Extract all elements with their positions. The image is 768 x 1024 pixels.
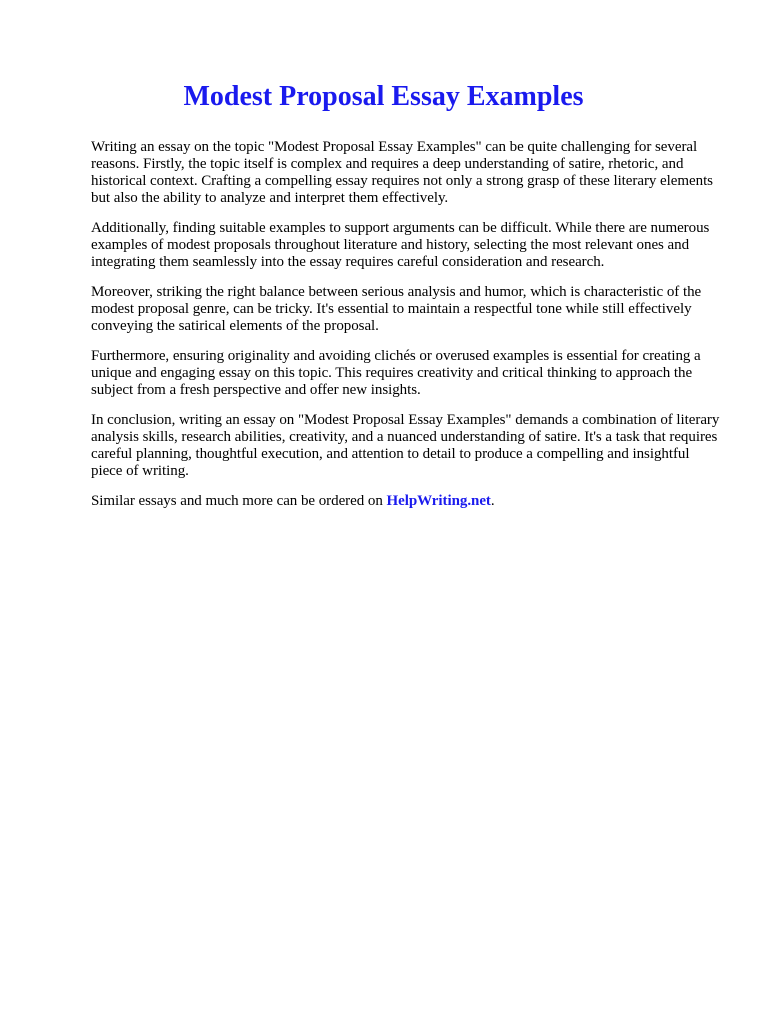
- paragraph-intro: Writing an essay on the topic "Modest Proposal Essay Examples" can be quite challenging for several reasons. Firstly, the topic itself is complex and requires a deep understanding of satire, rhetoric, and historical context. Crafting a compelling essay requires not only a strong grasp of these literary elements but also the ability to analyze and interpret them effectively.: [91, 139, 713, 206]
- paragraph-examples: Additionally, finding suitable examples to support arguments can be difficult. While there are numerous examples of modest proposals throughout literature and history, selecting the most relevant ones and integrating them seamlessly into the essay requires careful consideration and research.: [91, 220, 710, 270]
- paragraph-conclusion: In conclusion, writing an essay on "Modest Proposal Essay Examples" demands a combination of literary analysis skills, research abilities, creativity, and a nuanced understanding of satire. It's a task that requires careful planning, thoughtful execution, and attention to detail to produce a compelling and insightful piece of writing.: [91, 412, 720, 479]
- paragraph-balance: Moreover, striking the right balance between serious analysis and humor, which is characteristic of the modest proposal genre, can be tricky. It's essential to maintain a respectful tone while still effectively conveying the satirical elements of the proposal.: [91, 284, 702, 334]
- closing-text: Similar essays and much more can be ordered on: [91, 493, 387, 509]
- helpwriting-link[interactable]: HelpWriting.net: [386, 493, 491, 509]
- page-title: Modest Proposal Essay Examples: [183, 81, 584, 112]
- paragraph-originality: Furthermore, ensuring originality and avoiding clichés or overused examples is essential for creating a unique and engaging essay on this topic. This requires creativity and critical thinking to approach the subject from a fresh perspective and offer new insights.: [91, 348, 701, 398]
- closing-line: [91, 493, 724, 510]
- closing-period: .: [490, 493, 495, 509]
